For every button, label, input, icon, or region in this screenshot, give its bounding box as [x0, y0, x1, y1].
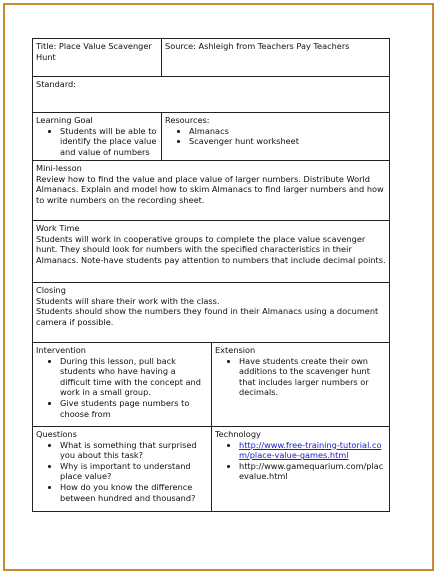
work-time-row [33, 221, 389, 283]
intervention-extension-row [33, 343, 389, 427]
intervention-cell [33, 343, 211, 426]
standard-row [33, 77, 389, 113]
technology-cell [211, 427, 389, 511]
resources-header: Resources: [165, 115, 210, 125]
extension-item: • Have students create their own additions to the scavenger hunt that includes larger numbers or decimals. [239, 356, 386, 398]
learning-goal-item: • Students will be able to identify the place value and value of numbers [60, 126, 158, 158]
learning-goal-header: Learning Goal [36, 115, 93, 125]
learning-goal-cell [33, 113, 161, 160]
questions-technology-row [33, 427, 389, 511]
work-time-body: Students will work in cooperative groups to complete the place value scavenger hunt. They should look for numbers with the specified characteristics in their Almanacs. Note-have students pay attention to numbers that include decimal points. [36, 233, 386, 265]
technology-header: Technology [215, 429, 261, 439]
mini-lesson-body: Review how to find the value and place value of larger numbers. Distribute World Almanacs. Explain and model how to skim Almanacs to find larger numbers and how to write numbers on the recording sheet. [36, 173, 384, 205]
questions-cell [33, 427, 211, 511]
intervention-item: • During this lesson, pull back students who have having a difficult time with the concept and work in a small group. [60, 356, 208, 398]
closing-line: Students will share their work with the class. [36, 295, 220, 306]
closing-header: Closing [36, 285, 66, 295]
questions-item: • What is something that surprised you about this task? [60, 440, 208, 461]
closing-line: Students should show the numbers they found in their Almanacs using a document camera if possible. [36, 306, 379, 327]
source-cell [161, 39, 389, 76]
intervention-item: • Give students page numbers to choose from [60, 398, 208, 419]
extension-cell [211, 343, 389, 426]
technology-link[interactable]: http://www.free-training-tutorial.com/place-value-games.html [239, 439, 382, 461]
mini-lesson-header: Mini-lesson [36, 163, 82, 173]
standard-label: Standard: [36, 79, 77, 89]
work-time-header: Work Time [36, 223, 80, 233]
resources-cell [161, 113, 389, 160]
questions-header: Questions [36, 429, 77, 439]
extension-header: Extension [215, 345, 256, 355]
technology-link[interactable]: http://www.gamequarium.com/placevalue.html [239, 460, 384, 482]
source-label: Source: Ashleigh from Teachers Pay Teachers [165, 41, 350, 51]
questions-item: • Why is important to understand place value? [60, 461, 208, 482]
lesson-plan-table [32, 38, 390, 512]
resources-item: • Scavenger hunt worksheet [189, 136, 386, 147]
intervention-header: Intervention [36, 345, 86, 355]
closing-row [33, 283, 389, 343]
goal-resources-row [33, 113, 389, 161]
questions-item: • How do you know the difference between hundred and thousand? [60, 482, 208, 503]
resources-item: • Almanacs [189, 126, 386, 137]
title-cell [33, 39, 161, 76]
title-row [33, 39, 389, 77]
title-label: Title: Place Value Scavenger Hunt [36, 41, 152, 62]
mini-lesson-row [33, 161, 389, 221]
